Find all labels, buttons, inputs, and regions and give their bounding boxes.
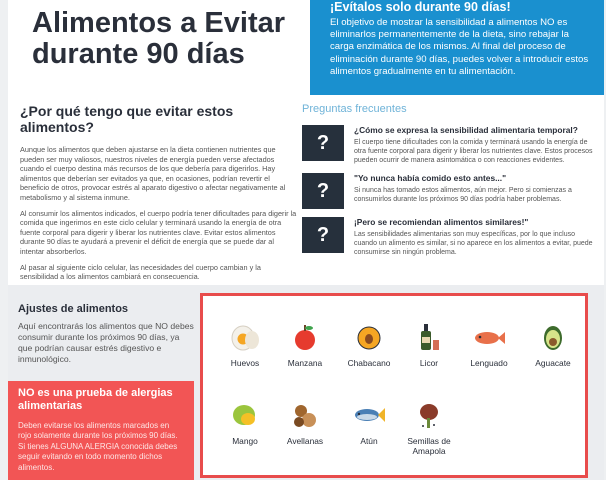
page: [8, 0, 604, 480]
faq-question: ¿Cómo se expresa la sensibilidad alimentaria temporal?: [354, 125, 578, 135]
food-grid: [200, 293, 588, 478]
question-mark-icon: ?: [302, 173, 344, 209]
faq-item: [302, 217, 598, 257]
food-label: Atún: [360, 436, 378, 446]
avocado-icon: [536, 322, 570, 352]
why-section: [20, 103, 300, 288]
faq-question: "Yo nunca había comido esto antes...": [354, 173, 507, 183]
food-item: [273, 400, 337, 446]
ajustes-heading: Ajustes de alimentos: [18, 303, 129, 315]
faq-item: [302, 125, 598, 165]
why-paragraph-3: Al pasar al siguiente ciclo celular, las necesidades del cuerpo cambian y la sensibilidad a los alimentos cambiará en consecuencia.: [20, 262, 261, 282]
egg-icon: [228, 322, 262, 352]
header-banner: [310, 0, 604, 95]
food-label: Semillas de Amapola: [407, 436, 451, 456]
why-paragraph-2: Al consumir los alimentos indicados, el cuerpo podría tener dificultades para digerir la comida que ingerimos en este ciclo celular y terminará usando la energía de otra fuente corporal para digerir y liberar los nutrientes clave. Evitar estos alimentos durante 90 días te ayudará a prevenir el déficit de energía que se puede dar al intentar absorberlos.: [20, 208, 297, 256]
food-item: [213, 400, 277, 446]
why-heading: ¿Por qué tengo que evitar estos alimentos?: [20, 103, 234, 135]
food-label: Licor: [419, 358, 439, 368]
food-label: Manzana: [287, 358, 323, 368]
allergy-alert: [8, 381, 194, 480]
page-title: Alimentos a Evitar durante 90 días: [32, 7, 286, 70]
banner-text: El objetivo de mostrar la sensibilidad a alimentos NO es eliminarlos permanentemente de la dieta, sino rebajar la carga enzimática de los mismos. Al final del proceso de eliminación durante 90 días, puedes volver a introducir estos alimentos gradualmente en tu alimentación.: [330, 17, 589, 77]
food-label: Avellanas: [286, 436, 324, 446]
faq-title: Preguntas frecuentes: [302, 103, 407, 115]
faq-answer: Si nunca has tomado estos alimentos, aún mejor. Pero si comienzas a consumirlos durante los próximos 90 días podría haber problemas.: [354, 187, 572, 203]
food-label: Lenguado: [470, 358, 508, 368]
ajustes-section: [18, 303, 194, 365]
faq-answer: El cuerpo tiene dificultades con la comida y terminará usando la energía de otra fuente corporal para digerir y liberar los nutrientes clave. Estos procesos pueden ocurrir de manera asintomática o con reacciones evidentes.: [354, 139, 593, 164]
alert-heading: NO es una prueba de alergias alimentarias: [18, 387, 173, 412]
food-item: [273, 322, 337, 368]
food-item: [337, 322, 401, 368]
apricot-icon: [352, 322, 386, 352]
banner-title: ¡Evítalos solo durante 90 días!: [330, 0, 511, 14]
food-label: Chabacano: [347, 358, 391, 368]
tuna-icon: [352, 400, 386, 430]
bottom-section: [8, 285, 604, 480]
alert-text: Deben evitarse los alimentos marcados en rojo solamente durante los próximos 90 días. Si tienes ALGUNA ALERGIA conocida debes seguir evitando en todo momento dichos alimentos.: [18, 421, 178, 472]
mango-icon: [228, 400, 262, 430]
fish-icon: [472, 322, 506, 352]
hazelnut-icon: [288, 400, 322, 430]
header-title-area: [8, 0, 310, 95]
food-item: [337, 400, 401, 446]
question-mark-icon: ?: [302, 125, 344, 161]
food-item: [521, 322, 585, 368]
food-label: Mango: [232, 436, 258, 446]
poppy-seeds-icon: [412, 400, 446, 430]
food-item: [397, 400, 461, 456]
food-item: [457, 322, 521, 368]
faq-section: [302, 103, 598, 265]
faq-item: [302, 173, 598, 209]
food-label: Huevos: [230, 358, 260, 368]
food-label: Aguacate: [535, 358, 571, 368]
food-item: [397, 322, 461, 368]
faq-answer: Las sensibilidades alimentarias son muy específicas, por lo que incluso cuando un alimento es similar, si no aparece en los alimentos a evitar, puede consumirse sin ningún problema.: [354, 231, 593, 256]
food-item: [213, 322, 277, 368]
why-paragraph-1: Aunque los alimentos que deben ajustarse en la dieta contienen nutrientes que pueden ser muy valiosos, nuestros niveles de energía pueden verse afectados cuando el cuerpo destina más recursos de los que debería para digerirlos. Hay alimentos que deberían ser evitados ya que, en ocasiones, podrían revertir el beneficio de otros, provocar estrés al aparato digestivo o afectar negativamente al metabolismo y al sistema inmune.: [20, 145, 286, 202]
apple-icon: [288, 322, 322, 352]
faq-question: ¡Pero se recomiendan alimentos similares!": [354, 217, 529, 227]
liquor-bottle-icon: [412, 322, 446, 352]
question-mark-icon: ?: [302, 217, 344, 253]
ajustes-text: Aquí encontrarás los alimentos que NO debes consumir durante los próximos 90 días, ya que podrían causar estrés digestivo e inmunológico.: [18, 321, 194, 364]
